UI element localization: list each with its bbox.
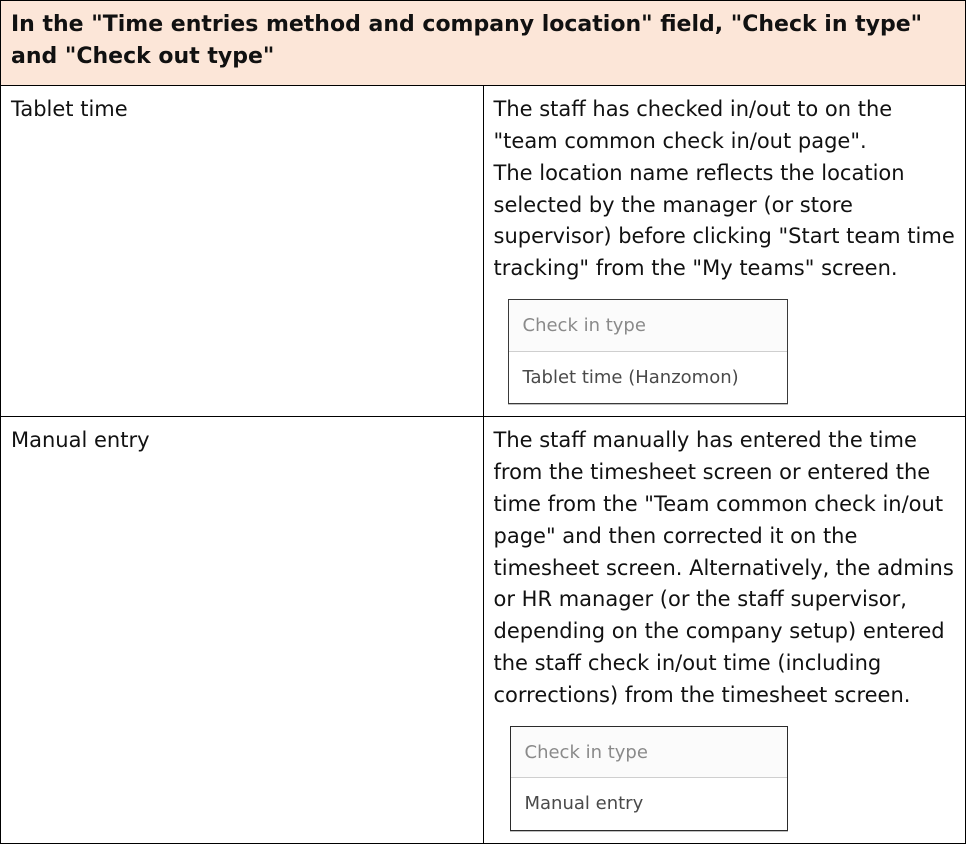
row-label-manual-entry: Manual entry bbox=[1, 416, 484, 843]
check-in-type-field-tablet[interactable] bbox=[508, 299, 788, 404]
row-description-tablet-time bbox=[483, 85, 966, 416]
field-value: Tablet time (Hanzomon) bbox=[509, 352, 787, 403]
field-label: Check in type bbox=[509, 300, 787, 351]
row-description-manual-entry bbox=[483, 416, 966, 843]
table-row bbox=[1, 85, 966, 416]
table-row bbox=[1, 416, 966, 843]
paragraph: The location name reflects the location selected by the manager (or store supervisor) before clicking "Start team time tracking" from the "My teams" screen. bbox=[493, 160, 955, 281]
row-label-tablet-time: Tablet time bbox=[1, 85, 484, 416]
table-header-title: In the "Time entries method and company location" field, "Check in type" and "Check out type" bbox=[1, 1, 966, 86]
field-label: Check in type bbox=[511, 727, 787, 778]
paragraph: The staff has checked in/out to on the "team common check in/out page". bbox=[493, 96, 893, 153]
field-value: Manual entry bbox=[511, 778, 787, 829]
check-in-type-field-manual[interactable] bbox=[510, 726, 788, 831]
table-header-row bbox=[1, 1, 966, 86]
paragraph: The staff manually has entered the time from the timesheet screen or entered the time from the "Team common check in/out page" and then corrected it on the timesheet screen. Alternatively, the admins or HR manager (or the staff supervisor, depending on the company setup) entered the staff check in/out time (including corrections) from the timesheet screen. bbox=[493, 427, 954, 708]
